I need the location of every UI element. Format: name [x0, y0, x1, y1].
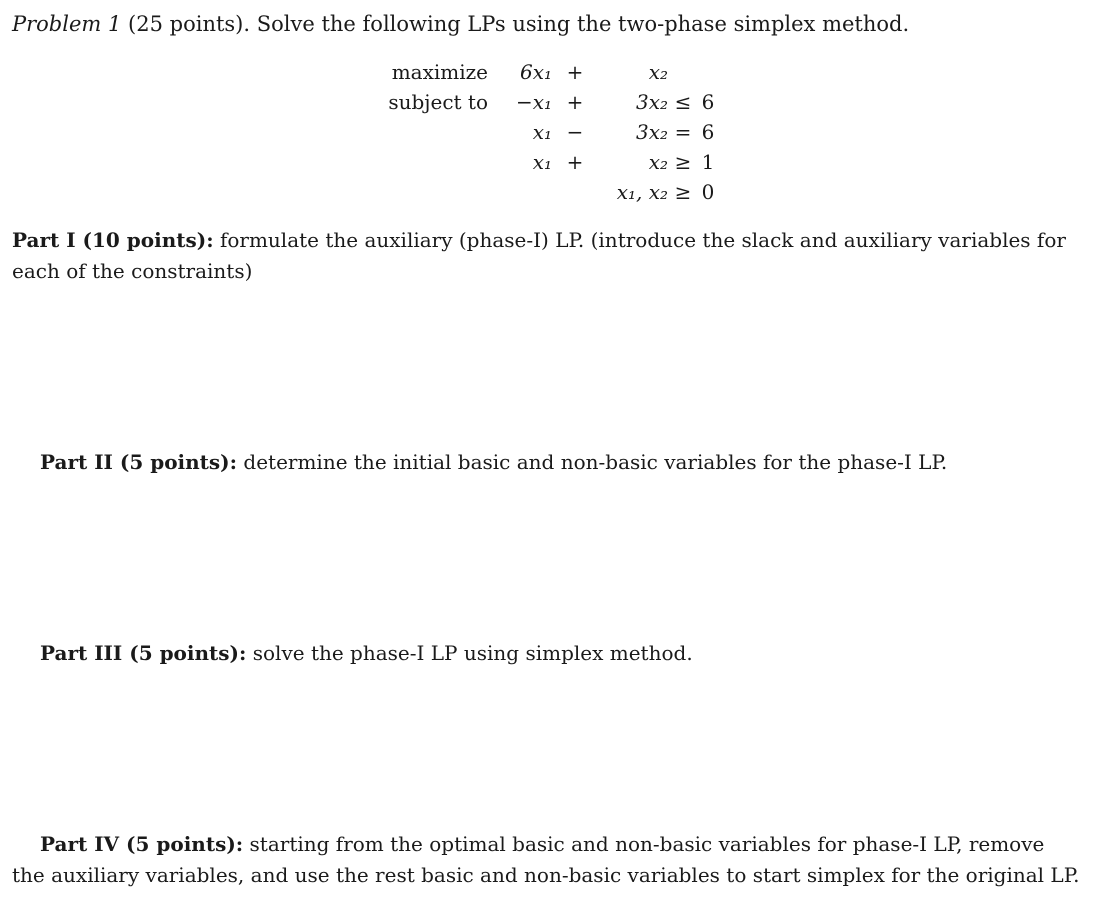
constraint-operator: +: [566, 90, 584, 114]
constraint-operator: +: [566, 150, 584, 174]
part-3: [12, 638, 1082, 669]
part-1-text: formulate the auxiliary (phase-I) LP. (introduce the slack and auxiliary variables for each of the constraints): [12, 228, 1066, 283]
constraint-rhs: 1: [701, 150, 715, 174]
objective-term1: 6x₁: [519, 60, 552, 84]
part-1: [12, 225, 1082, 287]
part-3-title: Part III (5 points):: [40, 641, 247, 665]
constraint-term1: x₁: [532, 120, 552, 144]
constraint-term1: −x₁: [515, 90, 552, 114]
part-3-text: solve the phase-I LP using simplex method.: [252, 641, 693, 665]
problem-instruction: Solve the following LPs using the two-phase simplex method.: [256, 12, 910, 36]
constraint-operator: −: [566, 120, 584, 144]
constraint-relation: ≤: [674, 90, 692, 114]
constraint-term2: 3x₂: [635, 90, 668, 114]
nonnegativity-relation: ≥: [674, 180, 692, 204]
constraint-relation: ≥: [674, 150, 692, 174]
part-2-title: Part II (5 points):: [40, 450, 238, 474]
constraint-rhs: 6: [701, 90, 715, 114]
constraint-rhs: 6: [701, 120, 715, 144]
problem-label: Problem 1: [12, 12, 122, 36]
part-1-title: Part I (10 points):: [12, 228, 214, 252]
objective-operator: +: [566, 60, 584, 84]
part-2: [12, 447, 1082, 478]
part-4-title: Part IV (5 points):: [40, 832, 244, 856]
nonnegativity-rhs: 0: [701, 180, 715, 204]
problem-points: (25 points).: [128, 12, 251, 36]
constraint-relation: =: [674, 120, 692, 144]
part-2-text: determine the initial basic and non-basic variables for the phase-I LP.: [243, 450, 948, 474]
constraint-term1: x₁: [532, 150, 552, 174]
problem-statement: [12, 12, 909, 36]
part-4-text: starting from the optimal basic and non-basic variables for phase-I LP, remove the auxiliary variables, and use the rest basic and non-basic variables to start simplex for the original LP.: [12, 832, 1080, 887]
constraint-term2: x₂: [648, 150, 668, 174]
objective-term2: x₂: [648, 60, 668, 84]
constraint-term2: 3x₂: [635, 120, 668, 144]
nonnegativity-vars: x₁, x₂: [616, 180, 668, 204]
maximize-keyword: maximize: [391, 60, 488, 84]
subject-to-keyword: subject to: [388, 90, 488, 114]
part-4: [12, 829, 1082, 891]
